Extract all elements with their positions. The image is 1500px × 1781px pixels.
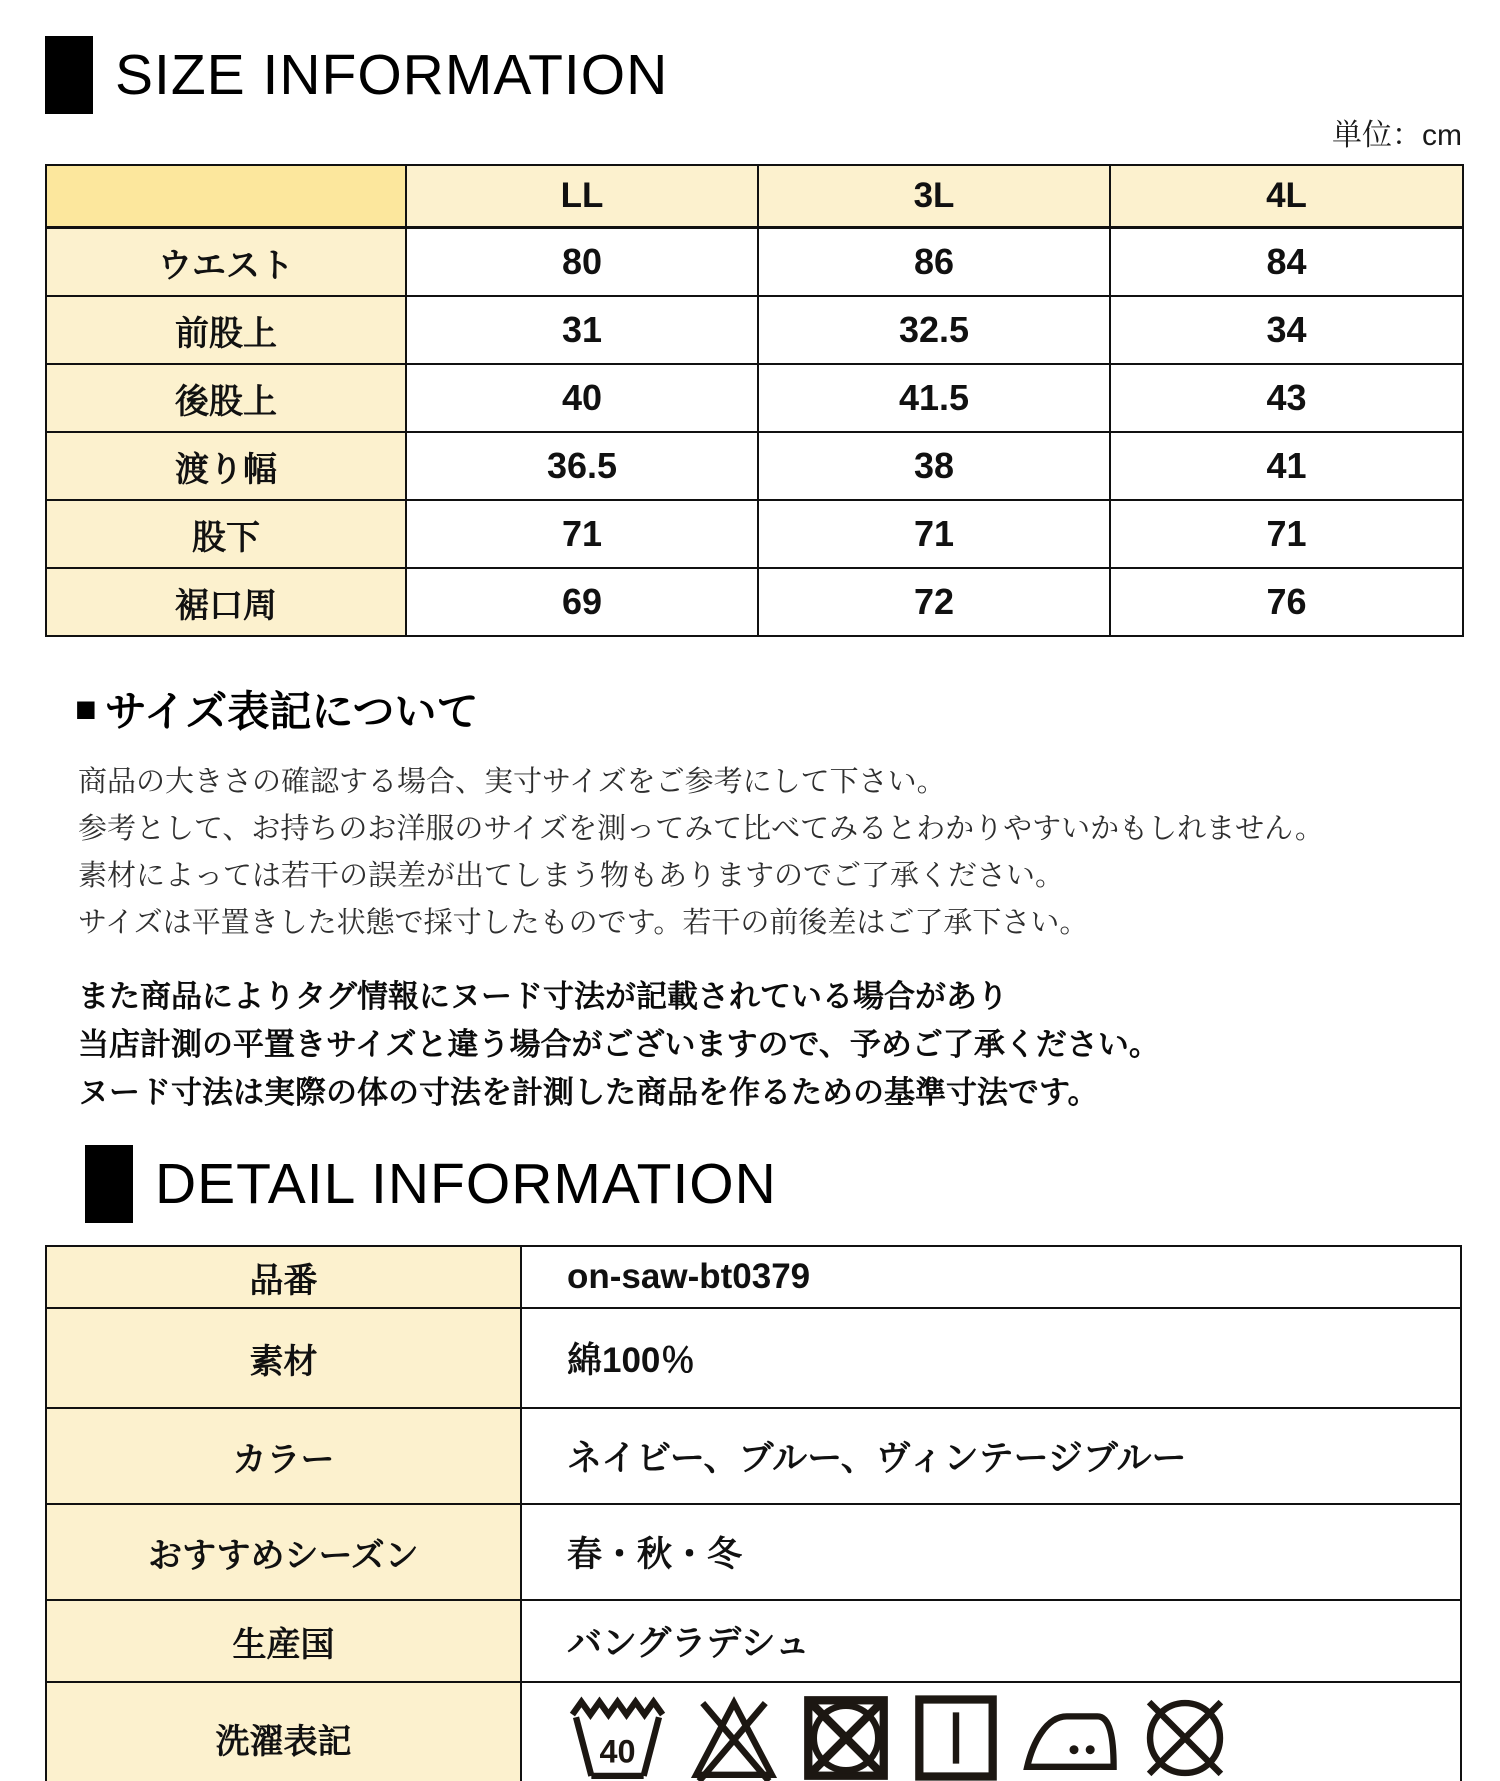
size-row-label: 前股上 bbox=[46, 296, 406, 364]
size-value-cell: 72 bbox=[758, 568, 1110, 636]
size-table-corner-cell bbox=[46, 165, 406, 228]
size-value-cell: 40 bbox=[406, 364, 758, 432]
note-line: 商品の大きさの確認する場合、実寸サイズをご参考にして下さい。 bbox=[78, 766, 946, 798]
note-line: サイズは平置きした状態で採寸したものです。若干の前後差はご了承下さい。 bbox=[78, 907, 1089, 939]
do-not-bleach-icon bbox=[688, 1692, 780, 1781]
size-information-title: SIZE INFORMATION bbox=[115, 43, 669, 107]
size-value-cell: 71 bbox=[1110, 500, 1463, 568]
table-row bbox=[46, 432, 1463, 500]
size-note-heading bbox=[75, 679, 1500, 739]
size-value-cell: 34 bbox=[1110, 296, 1463, 364]
unit-label: 単位：cm bbox=[1332, 119, 1462, 152]
size-row-label: 後股上 bbox=[46, 364, 406, 432]
detail-row-label: 素材 bbox=[46, 1308, 521, 1408]
note-bold-line: また商品によりタグ情報にヌード寸法が記載されている場合があり bbox=[78, 979, 1008, 1014]
size-row-label: 股下 bbox=[46, 500, 406, 568]
table-row bbox=[46, 1600, 1461, 1682]
size-table bbox=[45, 164, 1464, 637]
black-bar-icon bbox=[45, 36, 93, 114]
table-row bbox=[46, 364, 1463, 432]
square-bullet-icon: ■ bbox=[75, 688, 97, 729]
note-bold-line: ヌード寸法は実際の体の寸法を計測した商品を作るための基準寸法です。 bbox=[78, 1075, 1099, 1110]
size-value-cell: 71 bbox=[406, 500, 758, 568]
size-value-cell: 84 bbox=[1110, 228, 1463, 297]
note-bold-line: 当店計測の平置きサイズと違う場合がございますので、予めご了承ください。 bbox=[78, 1027, 1160, 1062]
size-information-header bbox=[45, 36, 1500, 114]
iron-medium-icon bbox=[1020, 1692, 1119, 1781]
size-value-cell: 43 bbox=[1110, 364, 1463, 432]
table-row bbox=[46, 1504, 1461, 1600]
size-value-cell: 71 bbox=[758, 500, 1110, 568]
table-row bbox=[46, 568, 1463, 636]
size-value-cell: 36.5 bbox=[406, 432, 758, 500]
table-row bbox=[46, 1682, 1461, 1781]
detail-information-header bbox=[85, 1145, 1500, 1223]
size-row-label: 渡り幅 bbox=[46, 432, 406, 500]
size-row-label: 裾口周 bbox=[46, 568, 406, 636]
size-value-cell: 41 bbox=[1110, 432, 1463, 500]
do-not-dry-clean-icon bbox=[1139, 1692, 1231, 1781]
size-value-cell: 38 bbox=[758, 432, 1110, 500]
detail-row-value: on-saw-bt0379 bbox=[521, 1246, 1461, 1308]
size-row-label: ウエスト bbox=[46, 228, 406, 297]
svg-text:40: 40 bbox=[599, 1733, 636, 1770]
note-line: 素材によっては若干の誤差が出てしまう物もありますのでご了承ください。 bbox=[78, 860, 1065, 892]
size-note-heading-text: サイズ表記について bbox=[104, 688, 479, 735]
detail-row-label: 品番 bbox=[46, 1246, 521, 1308]
care-symbols-row bbox=[567, 1692, 1460, 1781]
size-table-header-row bbox=[46, 165, 1463, 228]
detail-information-title: DETAIL INFORMATION bbox=[155, 1152, 777, 1216]
do-not-tumble-dry-icon bbox=[800, 1692, 892, 1781]
size-value-cell: 32.5 bbox=[758, 296, 1110, 364]
detail-row-value: 綿100％ bbox=[521, 1308, 1461, 1408]
size-value-cell: 80 bbox=[406, 228, 758, 297]
detail-row-label: カラー bbox=[46, 1408, 521, 1504]
size-note-paragraph bbox=[78, 759, 1500, 947]
size-value-cell: 76 bbox=[1110, 568, 1463, 636]
detail-row-value: ネイビー、ブルー、ヴィンテージブルー bbox=[521, 1408, 1461, 1504]
black-bar-icon bbox=[85, 1145, 133, 1223]
note-line: 参考として、お持ちのお洋服のサイズを測ってみて比べてみるとわかりやすいかもしれません。 bbox=[78, 813, 1324, 845]
size-note-bold-paragraph bbox=[78, 973, 1500, 1117]
table-row bbox=[46, 500, 1463, 568]
table-row bbox=[46, 1408, 1461, 1504]
detail-table bbox=[45, 1245, 1462, 1781]
table-row bbox=[46, 296, 1463, 364]
size-value-cell: 31 bbox=[406, 296, 758, 364]
size-col-header-4l: 4L bbox=[1110, 165, 1463, 228]
size-value-cell: 86 bbox=[758, 228, 1110, 297]
table-row bbox=[46, 228, 1463, 297]
table-row bbox=[46, 1308, 1461, 1408]
table-row bbox=[46, 1246, 1461, 1308]
size-value-cell: 69 bbox=[406, 568, 758, 636]
detail-row-label: おすすめシーズン bbox=[46, 1504, 521, 1600]
detail-row-value: バングラデシュ bbox=[521, 1600, 1461, 1682]
detail-row-value: 春・秋・冬 bbox=[521, 1504, 1461, 1600]
size-col-header-3l: 3L bbox=[758, 165, 1110, 228]
size-value-cell: 41.5 bbox=[758, 364, 1110, 432]
detail-row-label: 生産国 bbox=[46, 1600, 521, 1682]
care-symbols-cell bbox=[521, 1682, 1461, 1781]
size-col-header-ll: LL bbox=[406, 165, 758, 228]
detail-row-label: 洗濯表記 bbox=[46, 1682, 521, 1781]
wash-40-icon bbox=[567, 1692, 668, 1781]
line-dry-icon bbox=[912, 1692, 1000, 1781]
